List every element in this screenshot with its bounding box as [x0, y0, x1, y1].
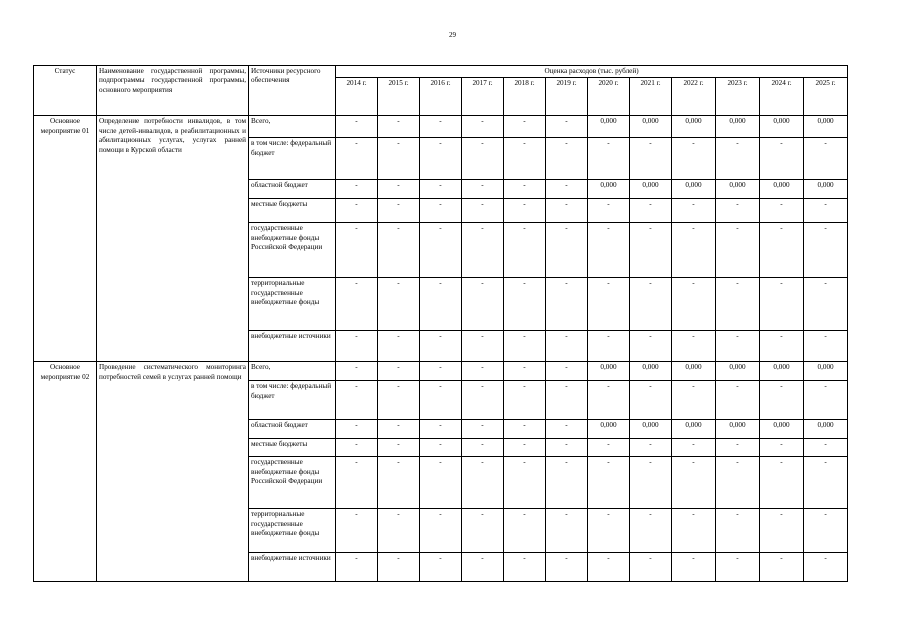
value-cell: -: [804, 199, 848, 223]
value-cell: -: [462, 362, 504, 381]
value-cell: -: [588, 457, 630, 509]
value-cell: -: [462, 420, 504, 439]
value-cell: 0,000: [804, 420, 848, 439]
value-cell: -: [716, 457, 760, 509]
header-year: 2015 г.: [378, 78, 420, 116]
value-cell: -: [804, 278, 848, 331]
value-cell: -: [462, 278, 504, 331]
value-cell: -: [420, 420, 462, 439]
value-cell: -: [336, 553, 378, 582]
header-estimate: Оценка расходов (тыс. рублей): [336, 66, 848, 78]
value-cell: -: [630, 509, 672, 553]
value-cell: 0,000: [588, 362, 630, 381]
value-cell: -: [716, 381, 760, 420]
value-cell: -: [378, 223, 420, 278]
value-cell: -: [504, 116, 546, 138]
value-cell: -: [504, 223, 546, 278]
measure-name-cell: Проведение систематического мониторинга потребностей семей в услугах ранней помощи: [97, 362, 249, 582]
value-cell: -: [588, 439, 630, 457]
value-cell: -: [672, 457, 716, 509]
value-cell: -: [420, 553, 462, 582]
value-cell: -: [546, 223, 588, 278]
value-cell: -: [588, 381, 630, 420]
value-cell: -: [672, 199, 716, 223]
value-cell: 0,000: [672, 116, 716, 138]
value-cell: -: [504, 457, 546, 509]
header-year: 2023 г.: [716, 78, 760, 116]
value-cell: -: [630, 381, 672, 420]
funding-source-cell: в том числе: федеральный бюджет: [249, 381, 336, 420]
value-cell: 0,000: [630, 116, 672, 138]
value-cell: -: [546, 381, 588, 420]
value-cell: -: [420, 457, 462, 509]
value-cell: -: [546, 457, 588, 509]
value-cell: -: [420, 180, 462, 199]
value-cell: -: [546, 420, 588, 439]
value-cell: -: [504, 439, 546, 457]
value-cell: -: [504, 420, 546, 439]
value-cell: -: [804, 439, 848, 457]
value-cell: -: [462, 180, 504, 199]
value-cell: -: [630, 439, 672, 457]
value-cell: -: [420, 362, 462, 381]
header-year: 2025 г.: [804, 78, 848, 116]
status-cell: Основное мероприятие 01: [34, 116, 97, 362]
value-cell: -: [336, 199, 378, 223]
value-cell: -: [336, 509, 378, 553]
value-cell: -: [716, 138, 760, 180]
value-cell: -: [336, 223, 378, 278]
value-cell: -: [546, 509, 588, 553]
value-cell: -: [672, 509, 716, 553]
value-cell: -: [760, 199, 804, 223]
value-cell: -: [378, 420, 420, 439]
value-cell: -: [462, 116, 504, 138]
header-year: 2018 г.: [504, 78, 546, 116]
value-cell: 0,000: [760, 180, 804, 199]
value-cell: -: [420, 199, 462, 223]
value-cell: -: [378, 180, 420, 199]
value-cell: -: [630, 223, 672, 278]
value-cell: 0,000: [760, 420, 804, 439]
value-cell: -: [630, 138, 672, 180]
value-cell: -: [504, 509, 546, 553]
value-cell: -: [672, 331, 716, 362]
funding-source-cell: государственные внебюджетные фонды Российской Федерации: [249, 223, 336, 278]
value-cell: -: [804, 553, 848, 582]
value-cell: -: [716, 509, 760, 553]
value-cell: 0,000: [672, 180, 716, 199]
funding-source-cell: местные бюджеты: [249, 199, 336, 223]
value-cell: -: [462, 457, 504, 509]
value-cell: -: [336, 420, 378, 439]
value-cell: -: [546, 180, 588, 199]
value-cell: -: [588, 509, 630, 553]
value-cell: -: [462, 331, 504, 362]
value-cell: -: [672, 553, 716, 582]
value-cell: -: [378, 138, 420, 180]
value-cell: 0,000: [630, 420, 672, 439]
header-year: 2020 г.: [588, 78, 630, 116]
value-cell: -: [546, 116, 588, 138]
value-cell: -: [336, 381, 378, 420]
value-cell: -: [672, 138, 716, 180]
value-cell: -: [760, 381, 804, 420]
table-row: [34, 362, 848, 381]
value-cell: -: [804, 509, 848, 553]
value-cell: -: [588, 553, 630, 582]
value-cell: -: [804, 138, 848, 180]
funding-source-cell: государственные внебюджетные фонды Российской Федерации: [249, 457, 336, 509]
value-cell: -: [336, 138, 378, 180]
funding-source-cell: местные бюджеты: [249, 439, 336, 457]
value-cell: -: [804, 331, 848, 362]
value-cell: -: [336, 439, 378, 457]
value-cell: -: [760, 331, 804, 362]
header-year: 2014 г.: [336, 78, 378, 116]
value-cell: -: [420, 138, 462, 180]
value-cell: -: [630, 199, 672, 223]
value-cell: -: [336, 457, 378, 509]
value-cell: 0,000: [716, 116, 760, 138]
value-cell: -: [462, 199, 504, 223]
value-cell: -: [760, 439, 804, 457]
value-cell: 0,000: [588, 420, 630, 439]
value-cell: -: [760, 138, 804, 180]
value-cell: -: [630, 278, 672, 331]
value-cell: 0,000: [588, 180, 630, 199]
value-cell: 0,000: [672, 420, 716, 439]
header-name: Наименование государственной программы, подпрограммы государственной программы, основного мероприятия: [97, 66, 249, 116]
value-cell: -: [672, 381, 716, 420]
value-cell: -: [504, 331, 546, 362]
value-cell: -: [716, 553, 760, 582]
funding-source-cell: областной бюджет: [249, 180, 336, 199]
value-cell: -: [504, 138, 546, 180]
table-row: [34, 116, 848, 138]
value-cell: 0,000: [672, 362, 716, 381]
value-cell: -: [546, 138, 588, 180]
value-cell: -: [378, 331, 420, 362]
value-cell: -: [504, 553, 546, 582]
value-cell: -: [504, 381, 546, 420]
value-cell: -: [716, 199, 760, 223]
value-cell: -: [588, 223, 630, 278]
value-cell: 0,000: [804, 362, 848, 381]
value-cell: -: [378, 116, 420, 138]
value-cell: -: [716, 439, 760, 457]
value-cell: -: [546, 331, 588, 362]
value-cell: -: [462, 553, 504, 582]
funding-source-cell: внебюджетные источники: [249, 553, 336, 582]
value-cell: -: [546, 199, 588, 223]
header-year: 2022 г.: [672, 78, 716, 116]
value-cell: -: [378, 509, 420, 553]
value-cell: 0,000: [716, 420, 760, 439]
funding-source-cell: в том числе: федеральный бюджет: [249, 138, 336, 180]
value-cell: -: [630, 331, 672, 362]
value-cell: -: [760, 278, 804, 331]
header-year: 2017 г.: [462, 78, 504, 116]
value-cell: -: [760, 553, 804, 582]
value-cell: -: [378, 457, 420, 509]
value-cell: 0,000: [804, 180, 848, 199]
status-cell: Основное мероприятие 02: [34, 362, 97, 582]
value-cell: -: [420, 331, 462, 362]
value-cell: -: [462, 381, 504, 420]
value-cell: -: [378, 439, 420, 457]
header-year: 2024 г.: [760, 78, 804, 116]
value-cell: -: [804, 223, 848, 278]
value-cell: -: [504, 180, 546, 199]
page-number: 29: [449, 31, 456, 39]
header-year: 2021 г.: [630, 78, 672, 116]
funding-source-cell: Всего,: [249, 362, 336, 381]
value-cell: -: [336, 362, 378, 381]
funding-source-cell: областной бюджет: [249, 420, 336, 439]
value-cell: -: [336, 116, 378, 138]
funding-source-cell: внебюджетные источники: [249, 331, 336, 362]
value-cell: -: [420, 223, 462, 278]
value-cell: -: [420, 381, 462, 420]
measure-name-cell: Определение потребности инвалидов, в том числе детей-инвалидов, в реабилитационных и абилитационных услугах, услугах ранней помощи в Курской области: [97, 116, 249, 362]
value-cell: 0,000: [760, 116, 804, 138]
value-cell: -: [588, 138, 630, 180]
value-cell: -: [546, 362, 588, 381]
value-cell: -: [462, 223, 504, 278]
value-cell: -: [804, 457, 848, 509]
value-cell: 0,000: [630, 362, 672, 381]
value-cell: -: [588, 199, 630, 223]
value-cell: 0,000: [804, 116, 848, 138]
value-cell: -: [716, 331, 760, 362]
value-cell: -: [378, 278, 420, 331]
value-cell: -: [504, 278, 546, 331]
value-cell: -: [420, 278, 462, 331]
value-cell: 0,000: [760, 362, 804, 381]
value-cell: -: [588, 278, 630, 331]
value-cell: -: [462, 439, 504, 457]
funding-source-cell: территориальные государственные внебюджетные фонды: [249, 278, 336, 331]
value-cell: -: [546, 439, 588, 457]
value-cell: -: [378, 362, 420, 381]
header-year: 2019 г.: [546, 78, 588, 116]
value-cell: -: [336, 278, 378, 331]
value-cell: 0,000: [630, 180, 672, 199]
value-cell: -: [760, 457, 804, 509]
value-cell: -: [630, 553, 672, 582]
value-cell: -: [672, 278, 716, 331]
value-cell: -: [504, 362, 546, 381]
value-cell: 0,000: [716, 362, 760, 381]
funding-source-cell: Всего,: [249, 116, 336, 138]
value-cell: -: [716, 223, 760, 278]
value-cell: -: [420, 439, 462, 457]
header-status: Статус: [34, 66, 97, 116]
value-cell: -: [804, 381, 848, 420]
value-cell: -: [672, 223, 716, 278]
value-cell: -: [336, 331, 378, 362]
header-year: 2016 г.: [420, 78, 462, 116]
value-cell: 0,000: [588, 116, 630, 138]
value-cell: -: [630, 457, 672, 509]
value-cell: -: [588, 331, 630, 362]
value-cell: -: [336, 180, 378, 199]
value-cell: -: [760, 223, 804, 278]
value-cell: -: [760, 509, 804, 553]
budget-table: [33, 65, 848, 582]
value-cell: 0,000: [716, 180, 760, 199]
value-cell: -: [378, 553, 420, 582]
value-cell: -: [504, 199, 546, 223]
value-cell: -: [672, 439, 716, 457]
value-cell: -: [462, 138, 504, 180]
value-cell: -: [546, 278, 588, 331]
value-cell: -: [462, 509, 504, 553]
value-cell: -: [420, 116, 462, 138]
funding-source-cell: территориальные государственные внебюджетные фонды: [249, 509, 336, 553]
value-cell: -: [716, 278, 760, 331]
value-cell: -: [546, 553, 588, 582]
value-cell: -: [420, 509, 462, 553]
value-cell: -: [378, 199, 420, 223]
value-cell: -: [378, 381, 420, 420]
header-source: Источники ресурсного обеспечения: [249, 66, 336, 116]
